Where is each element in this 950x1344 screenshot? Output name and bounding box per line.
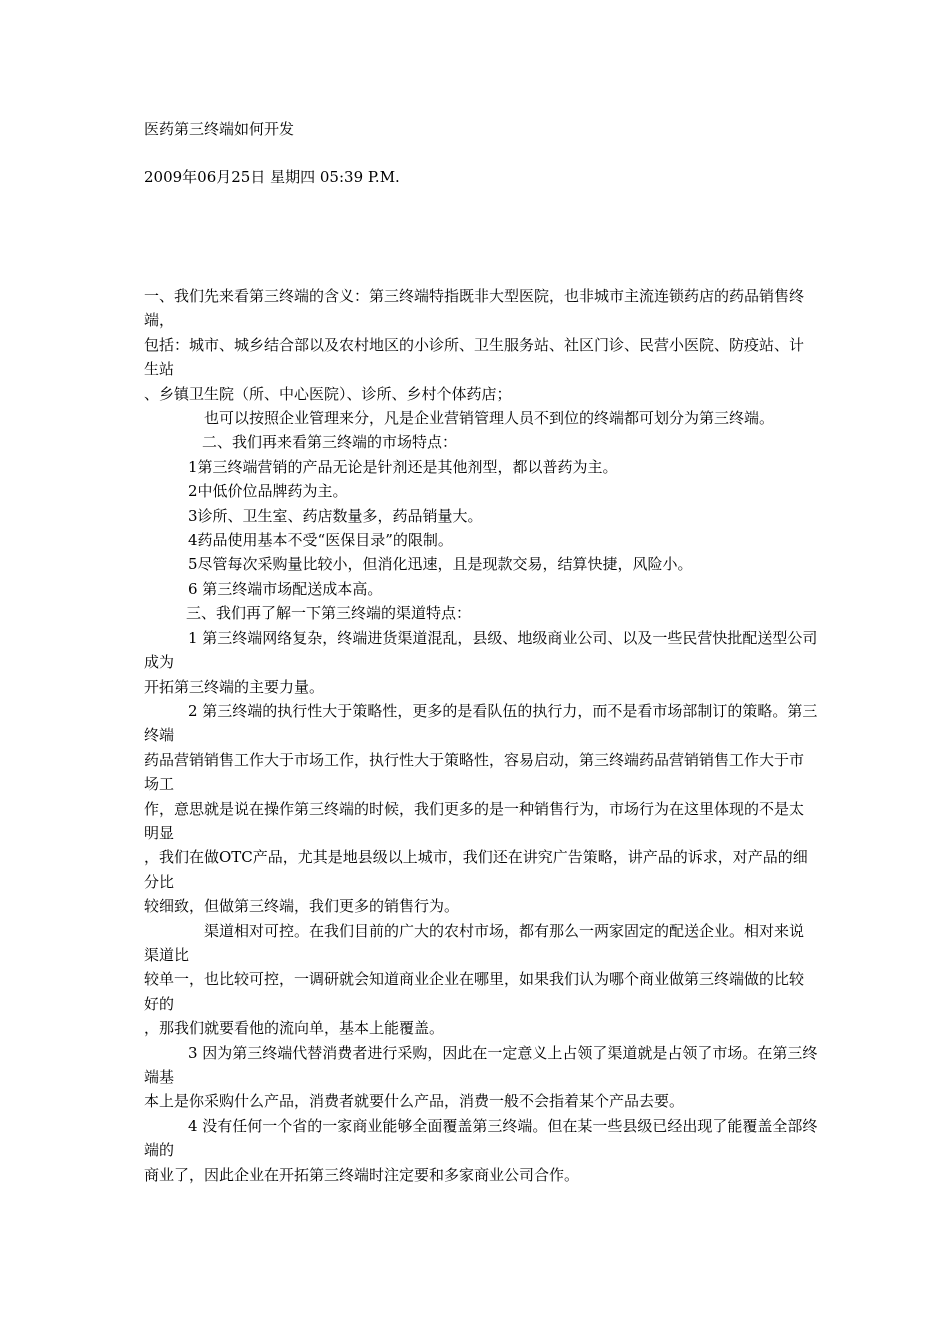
list-item-cont: ，我们在做OTC产品，尤其是地县级以上城市，我们还在讲究广告策略，讲产品的诉求，对产品的细分比 [144,848,808,891]
article-body [144,284,818,1187]
list-item: 4药品使用基本不受“医保目录”的限制。 [188,531,453,550]
list-item-cont: 较细致，但做第三终端，我们更多的销售行为。 [144,897,460,916]
list-item: 6 第三终端市场配送成本高。 [188,579,383,598]
list-item-cont: 商业了，因此企业在开拓第三终端时注定要和多家商业公司合作。 [144,1165,580,1184]
list-item: 1 第三终端网络复杂，终端进货渠道混乱，县级、地级商业公司、以及一些民营快批配送型公司成为 [144,628,818,672]
list-item-cont: 开拓第三终端的主要力量。 [144,677,325,696]
paragraph-definition-scope: 包括：城市、城乡结合部以及农村地区的小诊所、卫生服务站、社区门诊、民营小医院、防疫站、计生站 [144,335,805,379]
list-item: 1第三终端营销的产品无论是针剂还是其他剂型，都以普药为主。 [188,457,618,476]
paragraph-management-division: 也可以按照企业管理来分，凡是企业营销管理人员不到位的终端都可划分为第三终端。 [204,409,775,428]
list-item: 2中低价位品牌药为主。 [188,482,348,501]
list-item: 3 因为第三终端代替消费者进行采购，因此在一定意义上占领了渠道就是占领了市场。在第三终端基 [144,1043,818,1086]
post-date: 2009年06月25日 星期四 05:39 P.M. [144,168,400,186]
list-item-cont: 本上是你采购什么产品，消费者就要什么产品，消费一般不会指着某个产品去要。 [144,1092,685,1111]
list-item: 4 没有任何一个省的一家商业能够全面覆盖第三终端。但在某一些县级已经出现了能覆盖全部终端的 [144,1116,818,1160]
paragraph-cont: ，那我们就要看他的流向单，基本上能覆盖。 [144,1019,445,1038]
section-heading-market: 二、我们再来看第三终端的市场特点： [202,433,458,452]
paragraph-definition-scope-cont: 、乡镇卫生院（所、中心医院）、诊所、乡村个体药店； [144,384,512,403]
list-item: 3诊所、卫生室、药店数量多，药品销量大。 [188,506,483,525]
paragraph-definition: 一、我们先来看第三终端的含义：第三终端特指既非大型医院，也非城市主流连锁药店的药品销售终端， [144,287,805,330]
paragraph-cont: 较单一，也比较可控，一调研就会知道商业企业在哪里，如果我们认为哪个商业做第三终端做的比较好的 [144,970,805,1013]
section-heading-channel: 三、我们再了解一下第三终端的渠道特点： [186,604,472,623]
list-item: 2 第三终端的执行性大于策略性，更多的是看队伍的执行力，而不是看市场部制订的策略。第三终端 [144,701,818,745]
list-item-cont: 作，意思就是说在操作第三终端的时候，我们更多的是一种销售行为，市场行为在这里体现的不是太明显 [144,799,805,842]
document-title: 医药第三终端如何开发 [144,120,295,138]
list-item-cont: 药品营销销售工作大于市场工作，执行性大于策略性，容易启动，第三终端药品营销销售工作大于市场工 [144,750,805,794]
list-item: 5尽管每次采购量比较小，但消化迅速，且是现款交易，结算快捷，风险小。 [188,555,693,574]
paragraph-channel-control: 渠道相对可控。在我们目前的广大的农村市场，都有那么一两家固定的配送企业。相对来说渠道比 [144,921,805,964]
